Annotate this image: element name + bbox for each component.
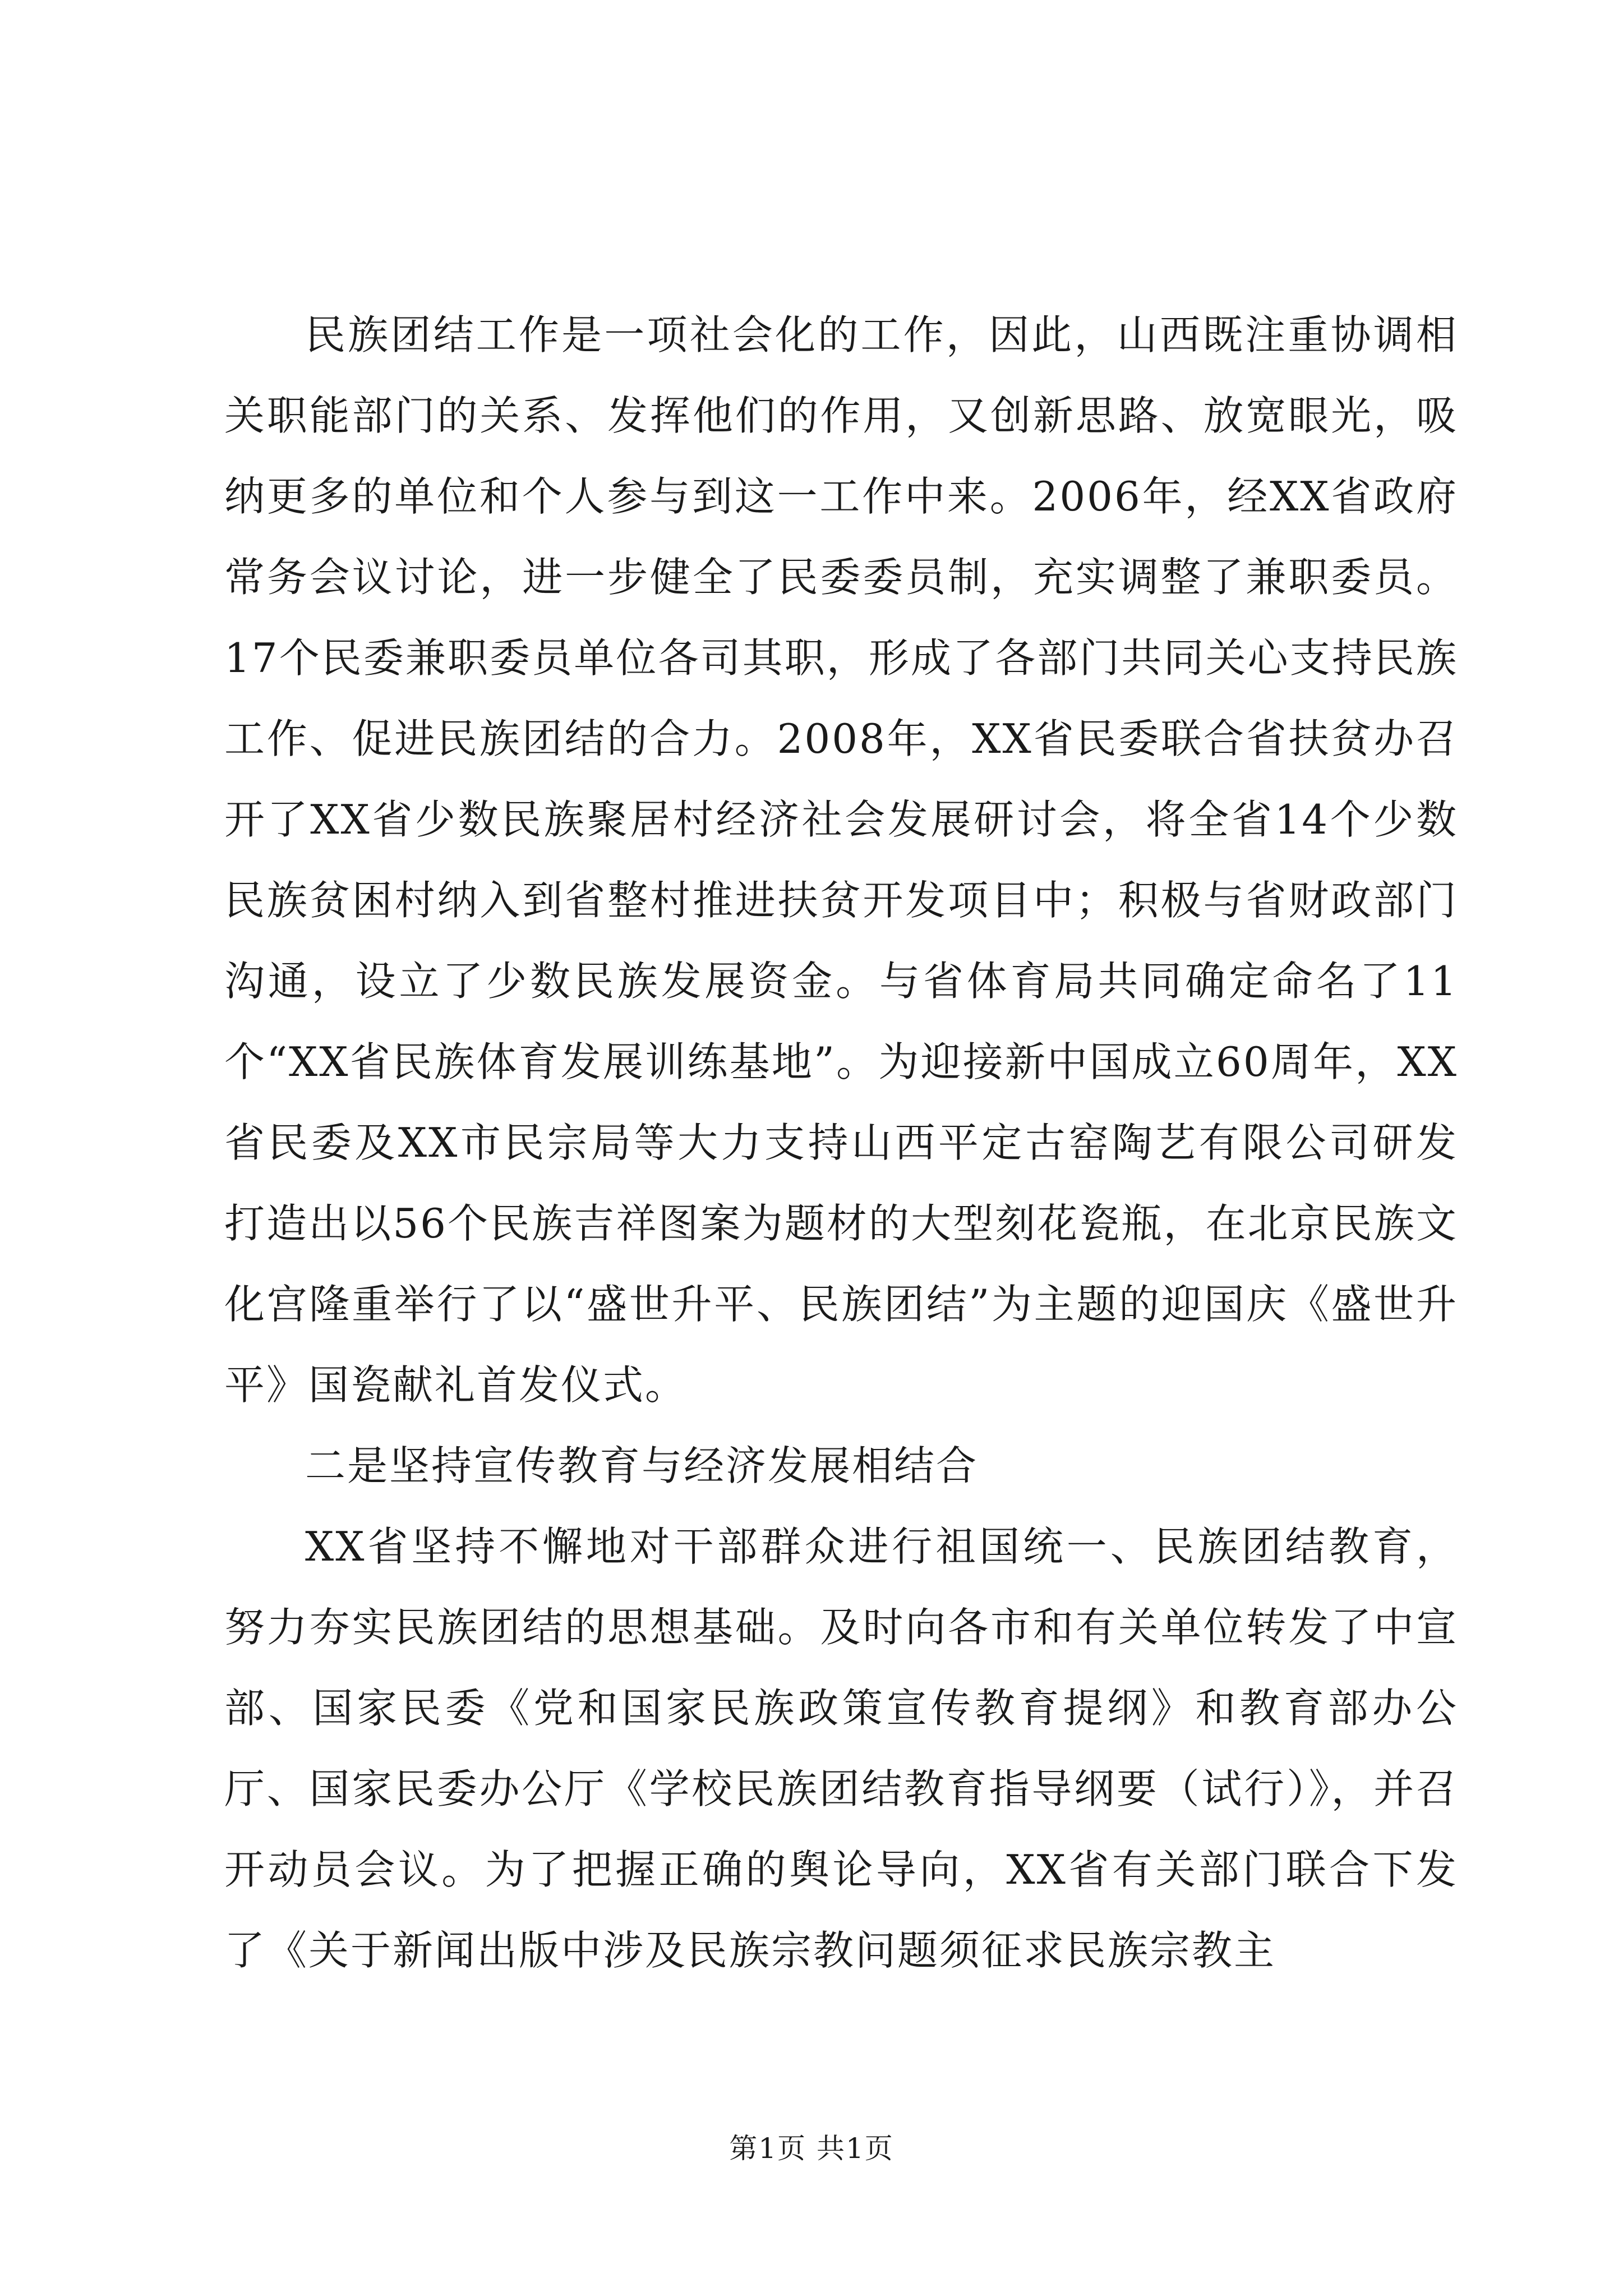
section-heading-education-economy: 二是坚持宣传教育与经济发展相结合: [305, 1442, 979, 1489]
document-body: [224, 295, 1458, 1991]
paragraph-propaganda-education: XX省坚持不懈地对干部群众进行祖国统一、民族团结教育，努力夯实民族团结的思想基础。及时向各市和有关单位转发了中宣部、国家民委《党和国家民族政策宣传教育提纲》和教育部办公厅、国家民委办公厅《学校民族团结教育指导纲要（试行）》，并召开动员会议。为了把握正确的舆论导向，XX省有关部门联合下发了《关于新闻出版中涉及民族宗教问题须征求民族宗教主: [224, 1523, 1458, 1974]
paragraph-ethnic-unity-work: 民族团结工作是一项社会化的工作，因此，山西既注重协调相关职能部门的关系、发挥他们的作用，又创新思路、放宽眼光，吸纳更多的单位和个人参与到这一工作中来。2006年，经XX省政府常务会议讨论，进一步健全了民委委员制，充实调整了兼职委员。17个民委兼职委员单位各司其职，形成了各部门共同关心支持民族工作、促进民族团结的合力。2008年，XX省民委联合省扶贫办召开了XX省少数民族聚居村经济社会发展研讨会，将全省14个少数民族贫困村纳入到省整村推进扶贫开发项目中；积极与省财政部门沟通，设立了少数民族发展资金。与省体育局共同确定命名了11个“XX省民族体育发展训练基地”。为迎接新中国成立60周年，XX省民委及XX市民宗局等大力支持山西平定古窑陶艺有限公司研发打造出以56个民族吉祥图案为题材的大型刻花瓷瓶，在北京民族文化宫隆重举行了以“盛世升平、民族团结”为主题的迎国庆《盛世升平》国瓷献礼首发仪式。: [224, 311, 1458, 1409]
page-footer: 第1页 共1页: [729, 2132, 894, 2165]
